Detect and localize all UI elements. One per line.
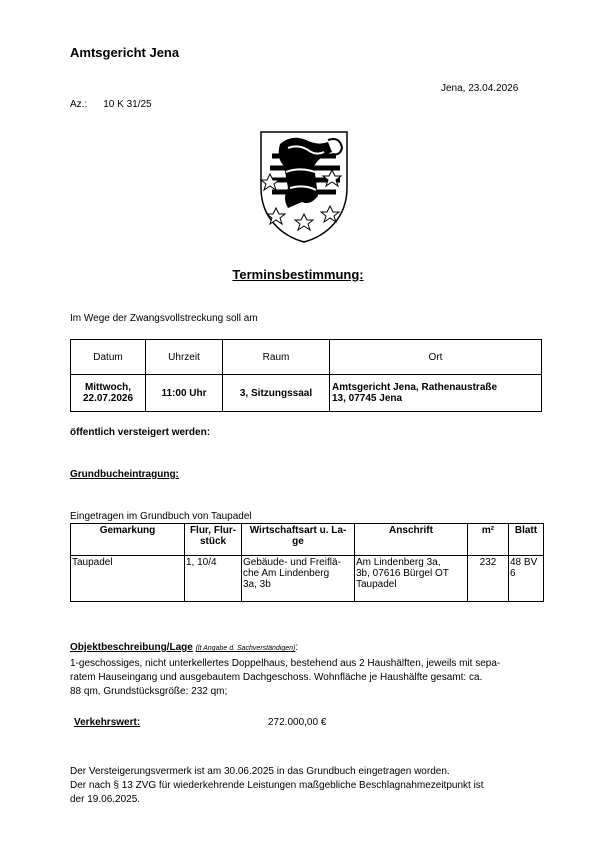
footer-line-1: Der Versteigerungsvermerk ist am 30.06.2025 in das Grundbuch eingetragen worden. [70, 766, 450, 777]
case-number [70, 99, 152, 110]
cell-wirtschaftsart: Gebäude- und Freiflä- che Am Lindenberg 3a, 3b [242, 556, 355, 602]
az-label: Az.: [70, 99, 88, 110]
header-uhrzeit: Uhrzeit [146, 340, 223, 375]
header-blatt: Blatt [509, 524, 544, 556]
object-heading: Objektbeschreibung/Lage [70, 642, 193, 653]
grundbuch-registered: Eingetragen im Grundbuch von Taupadel [70, 511, 252, 522]
cell-m2: 232 [468, 556, 509, 602]
appointment-table [70, 339, 542, 412]
header-m2: m² [468, 524, 509, 556]
footer-line-3: der 19.06.2025. [70, 794, 141, 805]
object-line-2: ratem Hauseingang und ausgebautem Dachgeschoss. Wohnfläche je Haushälfte gesamt: ca. [70, 672, 483, 683]
cell-date: Mittwoch, 22.07.2026 [71, 375, 146, 412]
auction-text: öffentlich versteigert werden: [70, 427, 211, 438]
cell-flur: 1, 10/4 [185, 556, 242, 602]
header-anschrift: Anschrift [355, 524, 468, 556]
grundbuch-table [70, 523, 544, 602]
header-ort: Ort [330, 340, 542, 375]
cell-gemarkung: Taupadel [71, 556, 185, 602]
object-note: (lt Angabe d. Sachverständigen) [195, 645, 296, 652]
court-name: Amtsgericht Jena [70, 45, 180, 60]
header-raum: Raum [223, 340, 330, 375]
cell-place: Amtsgericht Jena, Rathenaustraße 13, 07745 Jena [330, 375, 542, 412]
object-heading-line: Objektbeschreibung/Lage (lt Angabe d. Sachverständigen): [70, 642, 299, 653]
az-value: 10 K 31/25 [103, 99, 152, 110]
value-amount: 272.000,00 € [268, 717, 327, 728]
object-line-3: 88 qm, Grundstücksgröße: 232 qm; [70, 686, 228, 697]
footer-line-2: Der nach § 13 ZVG für wiederkehrende Leistungen maßgebliche Beschlagnahmezeitpunkt ist [70, 780, 484, 791]
document-title: Terminsbestimmung: [232, 267, 364, 282]
header-flur: Flur, Flur- stück [185, 524, 242, 556]
cell-anschrift: Am Lindenberg 3a, 3b, 07616 Bürgel OT Taupadel [355, 556, 468, 602]
header-datum: Datum [71, 340, 146, 375]
cell-blatt: 48 BV 6 [509, 556, 544, 602]
intro-text: Im Wege der Zwangsvollstreckung soll am [70, 313, 258, 324]
object-line-1: 1-geschossiges, nicht unterkellertes Doppelhaus, bestehend aus 2 Haushälften, jeweils mit sepa- [70, 658, 501, 669]
header-wirtschaftsart: Wirtschaftsart u. La- ge [242, 524, 355, 556]
thuringia-coat-of-arms [258, 126, 350, 244]
value-label: Verkehrswert: [74, 717, 141, 728]
place-date: Jena, 23.04.2026 [441, 83, 519, 94]
grundbuch-heading: Grundbucheintragung: [70, 469, 179, 480]
cell-room: 3, Sitzungssaal [223, 375, 330, 412]
header-gemarkung: Gemarkung [71, 524, 185, 556]
cell-time: 11:00 Uhr [146, 375, 223, 412]
